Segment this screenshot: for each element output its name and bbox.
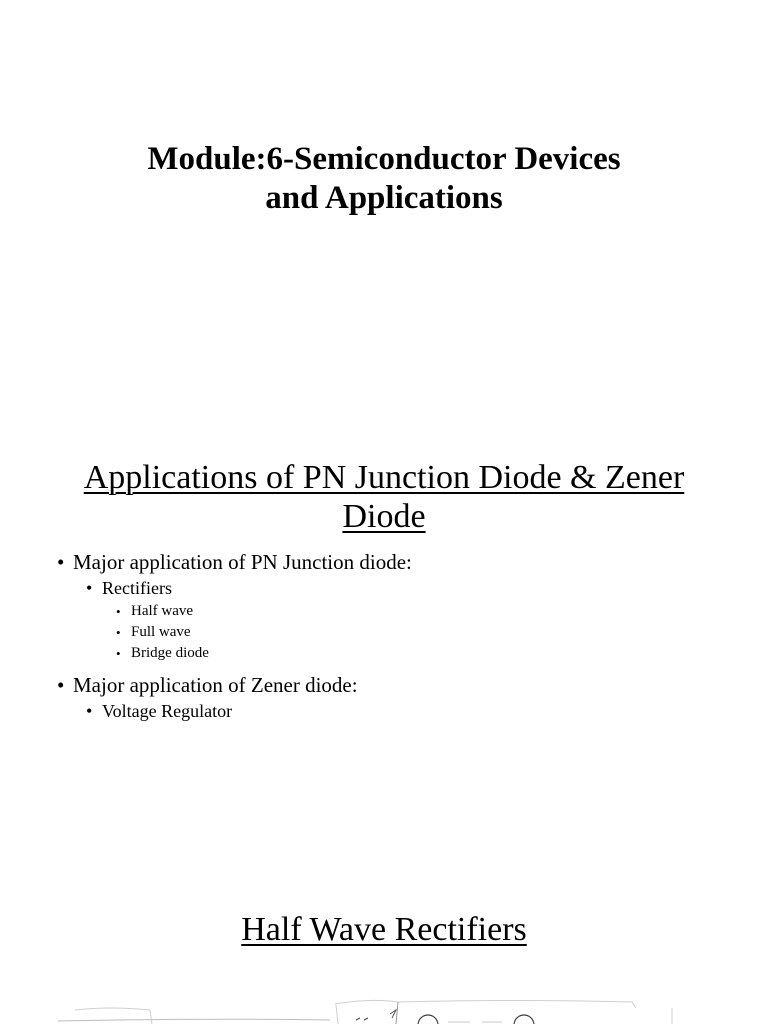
zener-application-label: Major application of Zener diode: — [73, 673, 358, 697]
list-item — [0, 601, 768, 622]
bridge-diode-label: Bridge diode — [131, 645, 209, 661]
module-title — [0, 140, 768, 218]
zener-sublist — [73, 699, 768, 724]
list-item — [0, 622, 768, 643]
list-item — [0, 548, 768, 664]
full-wave-label: Full wave — [131, 624, 191, 640]
half-wave-heading-text: Half Wave Rectifiers — [241, 911, 527, 948]
list-item — [0, 699, 768, 724]
voltage-regulator-label: Voltage Regulator — [102, 701, 233, 721]
list-item — [0, 643, 768, 664]
module-title-line-2: and Applications — [265, 180, 503, 216]
applications-heading — [0, 458, 768, 536]
rectifier-types-list — [102, 601, 768, 664]
half-wave-label: Half wave — [131, 603, 194, 619]
circuit-sketch-image — [0, 996, 768, 1024]
rectifiers-label: Rectifiers — [102, 578, 172, 598]
list-item — [0, 576, 768, 664]
applications-heading-line-1: Applications of PN Junction Diode & Zener — [83, 459, 685, 496]
module-title-line-1: Module:6-Semiconductor Devices — [147, 141, 621, 177]
list-item — [0, 671, 768, 724]
half-wave-heading — [0, 910, 768, 949]
applications-heading-line-2: Diode — [342, 498, 426, 535]
applications-list — [0, 548, 768, 724]
pn-junction-sublist — [73, 576, 768, 664]
pn-junction-application-label: Major application of PN Junction diode: — [73, 550, 412, 574]
